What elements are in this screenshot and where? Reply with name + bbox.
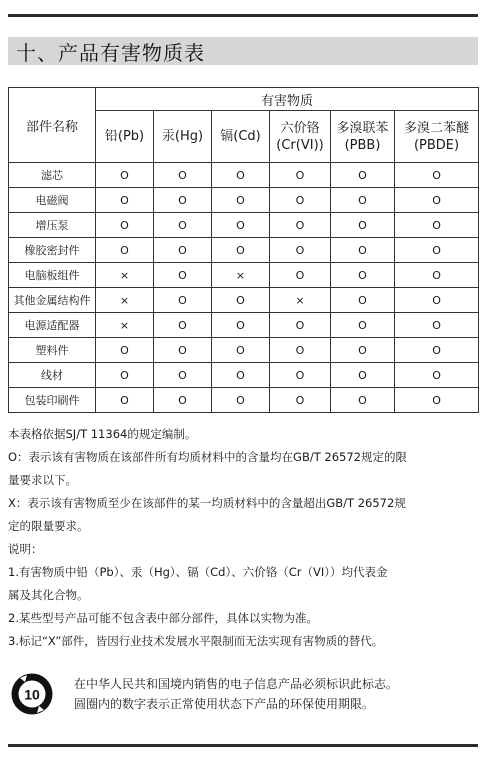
mark-cell-pbde: O [395,288,479,313]
note-line: 1.有害物质中铅（Pb）、汞（Hg）、镉（Cd）、六价铬（Cr（VI））均代表金 [8,565,388,579]
mark-cell-pbb: O [331,313,395,338]
mark-cell-cr6: O [270,263,331,288]
table-row [9,213,479,238]
part-name-cell: 线材 [9,363,96,388]
note-line: 3.标记“X”部件，皆因行业技术发展水平限制而无法实现有害物质的替代。 [8,634,384,648]
table-row [9,363,479,388]
mark-cell-pb: O [96,363,154,388]
table-row [9,313,479,338]
mark-cell-cd: O [212,188,270,213]
mark-cell-pb: × [96,288,154,313]
mark-cell-cd: O [212,363,270,388]
mark-cell-pbb: O [331,188,395,213]
substance-header-hg: 汞(Hg) [154,111,212,163]
substance-header-pbb: 多溴联苯 (PBB) [331,111,395,163]
part-name-cell: 电脑板组件 [9,263,96,288]
note-line: 属及其化合物。 [8,588,89,602]
hazardous-substances-table [8,87,479,413]
mark-cell-hg: O [154,188,212,213]
mark-cell-pbb: O [331,238,395,263]
mark-cell-cr6: O [270,213,331,238]
mark-cell-pbde: O [395,263,479,288]
environmental-use-period-logo-icon [10,672,54,716]
mark-cell-pbb: O [331,213,395,238]
part-name-cell: 电磁阀 [9,188,96,213]
mark-cell-hg: O [154,288,212,313]
mark-cell-pbb: O [331,288,395,313]
mark-cell-pbde: O [395,213,479,238]
mark-cell-hg: O [154,163,212,188]
mark-cell-cd: O [212,213,270,238]
substance-header-cd: 镉(Cd) [212,111,270,163]
mark-cell-cd: O [212,288,270,313]
substance-header-pbde: 多溴二苯醚 (PBDE) [395,111,479,163]
mark-cell-pb: × [96,263,154,288]
table-row [9,288,479,313]
section-title-bar [8,37,478,65]
part-name-header: 部件名称 [9,88,96,163]
mark-cell-cr6: × [270,288,331,313]
mark-cell-cr6: O [270,388,331,413]
mark-cell-pbde: O [395,388,479,413]
bottom-rule [8,744,478,747]
mark-cell-cd: × [212,263,270,288]
mark-cell-cd: O [212,163,270,188]
mark-cell-hg: O [154,363,212,388]
mark-cell-pbb: O [331,363,395,388]
mark-cell-cr6: O [270,188,331,213]
part-name-cell: 其他金属结构件 [9,288,96,313]
seal-text-line2: 圆圈内的数字表示正常使用状态下产品的环保使用期限。 [74,697,375,711]
part-name-cell: 增压泵 [9,213,96,238]
mark-cell-pb: O [96,238,154,263]
mark-cell-pbde: O [395,338,479,363]
table-row [9,263,479,288]
notes-section [8,423,480,653]
table-row [9,338,479,363]
mark-cell-cd: O [212,338,270,363]
mark-cell-pbb: O [331,338,395,363]
mark-cell-pbb: O [331,263,395,288]
seal-text-line1: 在中华人民共和国境内销售的电子信息产品必须标识此标志。 [74,677,399,691]
note-line: 量要求以下。 [8,473,77,487]
mark-cell-cr6: O [270,363,331,388]
mark-cell-hg: O [154,388,212,413]
mark-cell-pbb: O [331,388,395,413]
mark-cell-pbde: O [395,188,479,213]
mark-cell-hg: O [154,338,212,363]
seal-number: 10 [24,686,40,703]
environmental-use-period-section [10,672,482,716]
section-title: 十、产品有害物质表 [16,40,205,65]
table-row [9,238,479,263]
note-line: 定的限量要求。 [8,519,89,533]
hazardous-substance-group-header: 有害物质 [96,88,479,111]
top-rule [8,14,478,17]
seal-description [74,674,398,714]
mark-cell-hg: O [154,238,212,263]
mark-cell-pb: O [96,388,154,413]
mark-cell-pb: O [96,188,154,213]
mark-cell-hg: O [154,263,212,288]
mark-cell-pbde: O [395,163,479,188]
mark-cell-hg: O [154,313,212,338]
mark-cell-pb: × [96,313,154,338]
table-row [9,163,479,188]
mark-cell-pbde: O [395,313,479,338]
mark-cell-cr6: O [270,338,331,363]
mark-cell-pb: O [96,163,154,188]
mark-cell-pbde: O [395,238,479,263]
table-body [9,163,479,413]
substance-header-pb: 铅(Pb) [96,111,154,163]
part-name-cell: 电源适配器 [9,313,96,338]
table-row [9,388,479,413]
note-line: X：表示该有害物质至少在该部件的某一均质材料中的含量超出GB/T 26572规 [8,496,406,510]
part-name-cell: 塑料件 [9,338,96,363]
mark-cell-hg: O [154,213,212,238]
note-line: 说明： [8,542,43,556]
mark-cell-cd: O [212,238,270,263]
note-line: O：表示该有害物质在该部件所有均质材料中的含量均在GB/T 26572规定的限 [8,450,407,464]
part-name-cell: 滤芯 [9,163,96,188]
note-line: 2.某些型号产品可能不包含表中部分部件，具体以实物为准。 [8,611,318,625]
mark-cell-pbde: O [395,363,479,388]
mark-cell-pb: O [96,213,154,238]
mark-cell-pb: O [96,338,154,363]
note-line: 本表格依据SJ/T 11364的规定编制。 [8,427,197,441]
part-name-cell: 橡胶密封件 [9,238,96,263]
mark-cell-cd: O [212,388,270,413]
mark-cell-cr6: O [270,238,331,263]
mark-cell-cd: O [212,313,270,338]
mark-cell-cr6: O [270,313,331,338]
part-name-cell: 包装印刷件 [9,388,96,413]
mark-cell-pbb: O [331,163,395,188]
table-row [9,188,479,213]
substance-header-cr6: 六价铬 (Cr(VI)) [270,111,331,163]
mark-cell-cr6: O [270,163,331,188]
